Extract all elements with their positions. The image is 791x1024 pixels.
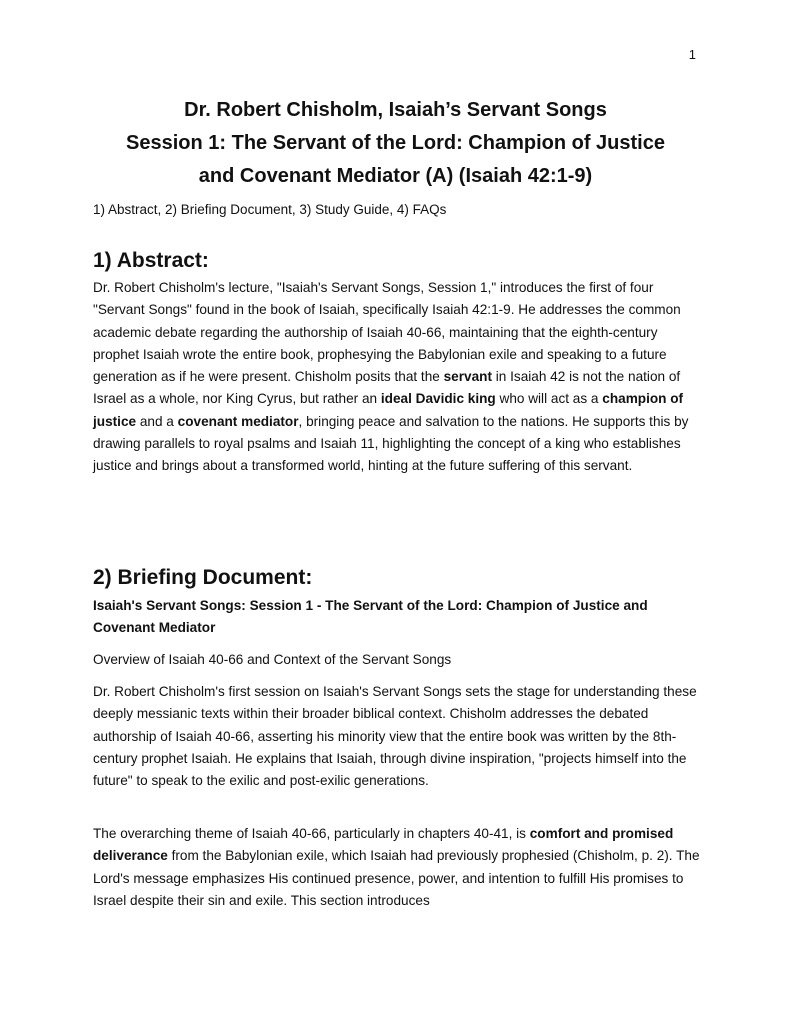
briefing-heading: 2) Briefing Document: bbox=[93, 566, 313, 589]
abstract-bold-servant: servant bbox=[443, 369, 492, 385]
abstract-heading: 1) Abstract: bbox=[93, 249, 209, 272]
page-number: 1 bbox=[688, 47, 696, 62]
abstract-bold-ideal-davidic-king: ideal Davidic king bbox=[380, 391, 496, 407]
title-line-2: Session 1: The Servant of the Lord: Champion of Justice bbox=[126, 132, 665, 154]
abstract-paragraph bbox=[93, 277, 705, 478]
briefing-text: The overarching theme of Isaiah 40-66, particularly in chapters 40-41, is bbox=[93, 826, 530, 841]
abstract-text: in Isaiah 42 is not the nation of Israel as a whole, nor King Cyrus, but rather an bbox=[93, 369, 681, 407]
abstract-text: who will act as a bbox=[495, 391, 603, 407]
title-line-3: and Covenant Mediator (A) (Isaiah 42:1-9) bbox=[198, 165, 593, 187]
abstract-bold-covenant-mediator: covenant mediator bbox=[177, 413, 299, 429]
briefing-bold-comfort: comfort and promised deliverance bbox=[93, 826, 674, 864]
abstract-text: , bringing peace and salvation to the nations. He supports this by drawing parallels to royal psalms and Isaiah 11, highlighting the concept of a king who establishes justice and brings about a transformed world, hinting at the future suffering of this servant. bbox=[93, 413, 689, 474]
briefing-text: from the Babylonian exile, which Isaiah had previously prophesied (Chisholm, p. 2). The Lord's message emphasizes His continued presence, power, and intention to fulfill His promises to Israel despite their sin and exile. This section introduces bbox=[93, 848, 700, 908]
document-title bbox=[60, 94, 731, 193]
briefing-paragraph-2 bbox=[93, 823, 705, 912]
briefing-paragraph-1: Dr. Robert Chisholm's first session on Isaiah's Servant Songs sets the stage for understanding these deeply messianic texts within their broader biblical context. Chisholm addresses the debated authorship of Isaiah 40-66, asserting his minority view that the entire book was written by the 8th-century prophet Isaiah. He explains that Isaiah, through divine inspiration, "projects himself into the future" to speak to the exilic and post-exilic generations. bbox=[93, 684, 697, 789]
abstract-bold-champion-of-justice: champion of justice bbox=[93, 391, 684, 429]
abstract-text: and a bbox=[136, 413, 178, 429]
briefing-subheading: Isaiah's Servant Songs: Session 1 - The Servant of the Lord: Champion of Justice and Covenant Mediator bbox=[93, 598, 648, 636]
table-of-contents: 1) Abstract, 2) Briefing Document, 3) Study Guide, 4) FAQs bbox=[93, 202, 447, 217]
briefing-overview: Overview of Isaiah 40-66 and Context of the Servant Songs bbox=[93, 652, 452, 667]
title-line-1: Dr. Robert Chisholm, Isaiah’s Servant Songs bbox=[184, 99, 607, 121]
abstract-text: Dr. Robert Chisholm's lecture, "Isaiah's Servant Songs, Session 1," introduces the first of four "Servant Songs" found in the book of Isaiah, specifically Isaiah 42:1-9. He addresses the common academic debate regarding the authorship of Isaiah 40-66, maintaining that the eighth-century prophet Isaiah wrote the entire book, prophesying the Babylonian exile and speaking to a future generation as if he were present. Chisholm posits that the bbox=[93, 280, 681, 385]
